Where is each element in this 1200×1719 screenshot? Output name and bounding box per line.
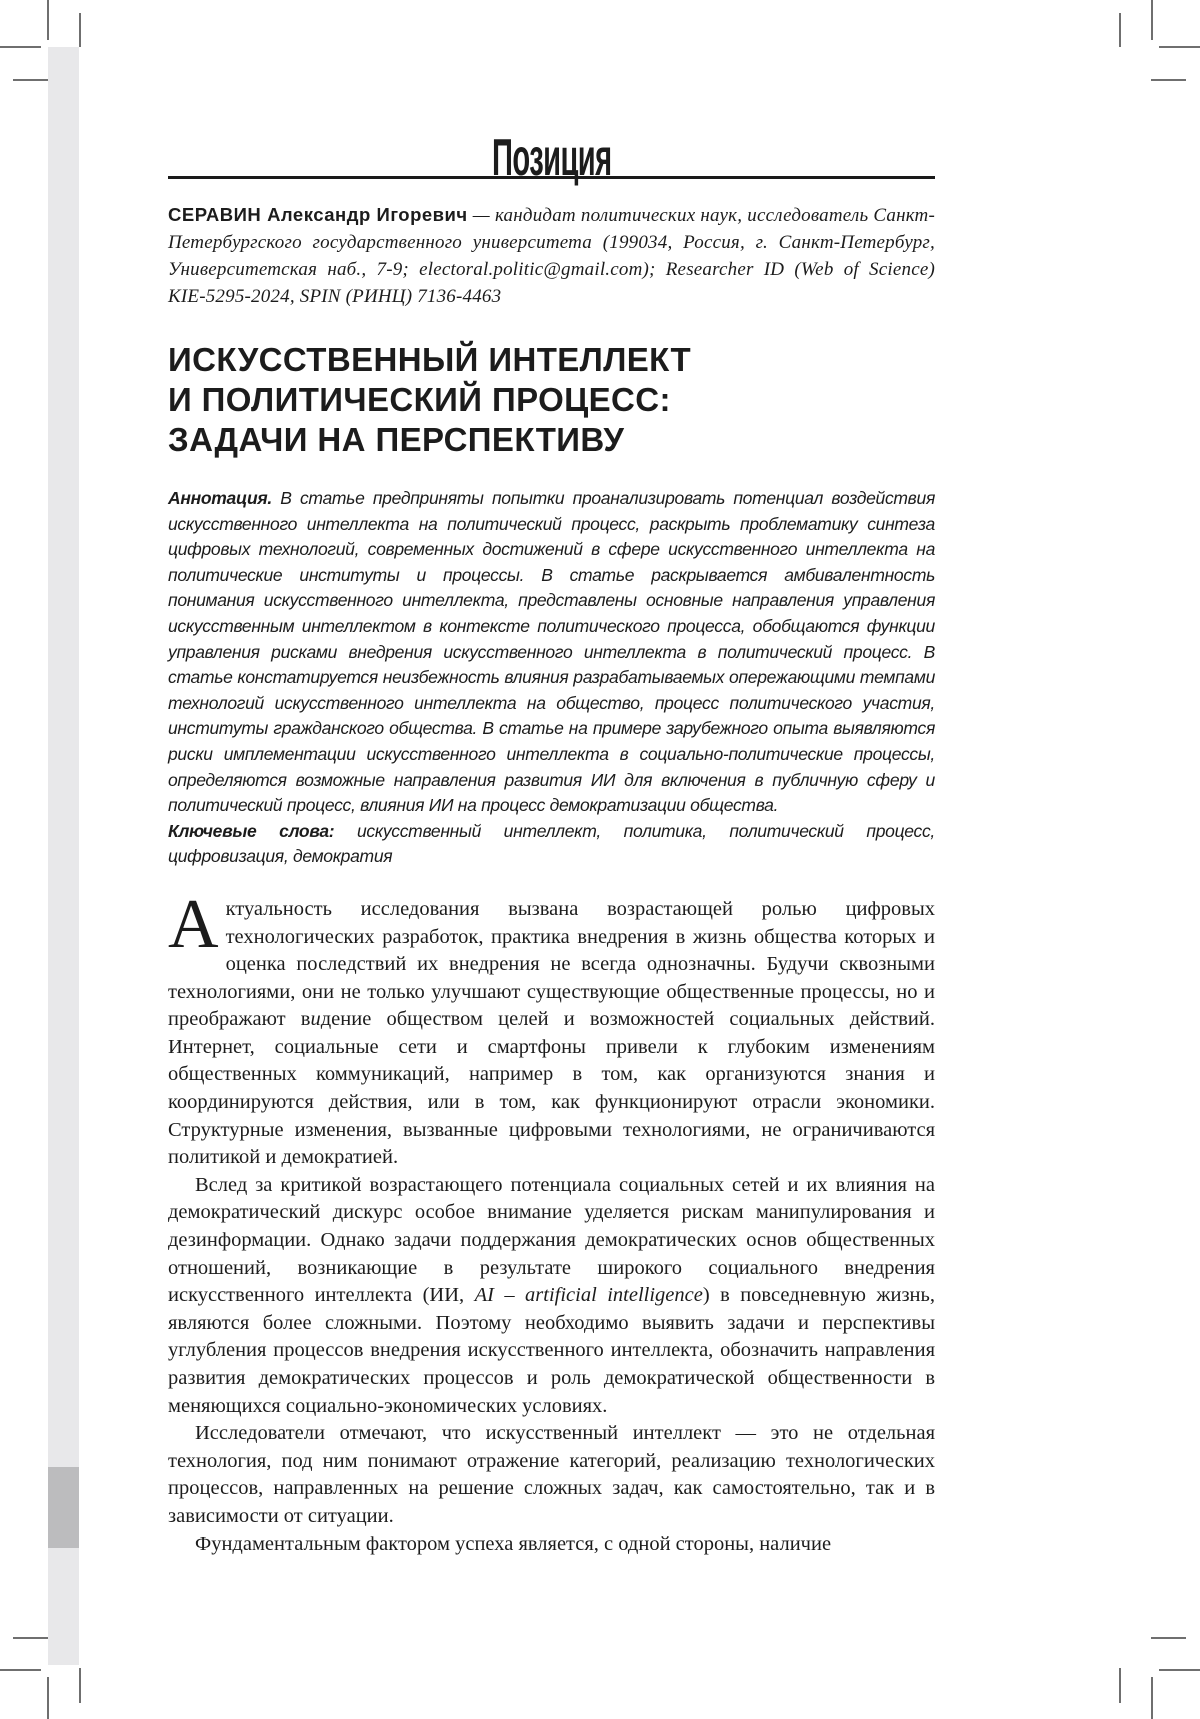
body-paragraph [168,1531,935,1559]
paragraph-text: Исследователи отмечают, что искусственный интеллект — это не отдельная технология, под ним понимают отражение категорий, реализацию технологических процессов, направленных на решение сложных задач, как самостоятельно, так и в зависимости от ситуации. [168,1422,935,1527]
crop-mark [79,13,81,47]
crop-mark [47,1677,49,1719]
paragraph-text: дение обществом целей и возможностей социальных действий. Интернет, социальные сети и смартфоны привели к глубоким изменениям общественных коммуникаций, например в том, как организуются знания и координируются действия, или в том, как функционируют отрасли экономики. Структурные изменения, вызванные цифровыми технологиями, не ограничиваются политикой и демократией. [168,1008,935,1169]
paragraph-text: ктуальность исследования вызвана возрастающей ролью цифровых технологических разработок, практика внедрения в жизнь общества которых и оценка последствий их внедрения не всегда однозначны. Будучи сквозными технологиями, они не только улучшают существующие общественные процессы, но и преображают в [168,897,935,1031]
crop-mark [1159,46,1200,48]
crop-mark [1151,79,1186,81]
crop-mark [13,1637,48,1639]
abstract-paragraph [168,486,935,819]
article-title-line: И ПОЛИТИЧЕСКИЙ ПРОЦЕСС: [168,381,671,418]
keywords-paragraph [168,819,935,870]
abstract-text: В статье предприняты попытки проанализировать потенциал воздействия искусственного интеллекта на политический процесс, раскрыть проблематику синтеза цифровых технологий, современных достижений в сфере искусственного интеллекта на политические институты и процессы. В статье раскрывается амбивалентность понимания искусственного интеллекта, представлены основные направления управления искусственным интеллектом в контексте политического процесса, обобщаются функции управления рисками внедрения искусственного интеллекта в политический процесс. В статье констатируется неизбежность влияния разрабатываемых опережающими темпами технологий искусственного интеллекта на общество, процесс политического участия, институты гражданского общества. В статье на примере зарубежного опыта выявляются риски имплементации искусственного интеллекта в социально-политические процессы, определяются возможные направления развития ИИ для включения в публичную сферу и политический процесс, влияния ИИ на процесс демократизации общества. [168,488,935,816]
body-text [168,885,935,1558]
crop-mark [1151,1637,1186,1639]
crop-mark [1151,0,1153,40]
crop-mark [0,46,41,48]
keywords-label: Ключевые слова: [168,820,335,841]
body-paragraph [168,1172,935,1420]
article-title [168,340,935,460]
crop-mark [0,1669,41,1671]
body-paragraph [168,1420,935,1530]
section-title: Позиция [491,129,612,187]
emphasized-text: AI – artificial intelligence [474,1284,703,1307]
crop-mark [79,1668,81,1703]
paragraph-text: ) в повседневную жизнь, являются более сложными. Поэтому необходимо выявить задачи и перспективы углубления процессов внедрения искусственного интеллекта, обозначить направления развития демократических процессов и роль демократической общественности в меняющихся социально-экономических условиях. [168,1284,935,1417]
author-name: СЕРАВИН Александр Игоревич [168,204,468,225]
crop-mark [47,0,49,40]
text-column [168,0,935,1558]
crop-mark [1119,13,1121,47]
section-header [168,98,935,187]
margin-bar [48,47,79,1665]
article-title-line: ИСКУССТВЕННЫЙ ИНТЕЛЛЕКТ [168,341,692,378]
crop-mark [13,79,48,81]
paragraph-text: Вслед за критикой возрастающего потенциала социальных сетей и их влияния на демократический дискурс особое внимание уделяется рискам манипулирования и дезинформации. Однако задачи поддержания демократических основ общественных отношений, возникающие в результате широкого социального внедрения искусственного интеллекта (ИИ, [168,1173,935,1307]
crop-mark [1119,1668,1121,1703]
dropcap: А [168,885,219,963]
body-paragraph [168,885,935,1172]
author-block [168,201,935,310]
abstract-block [168,486,935,870]
crop-mark [1151,1677,1153,1719]
crop-mark [1159,1669,1200,1671]
emphasized-text: и [310,1008,321,1031]
author-affiliation: — кандидат политических наук, исследователь Санкт-Петербургского государственного университета (199034, Россия, г. Санкт-Петербург, Университетская наб., 7-9; electoral.politic@gmail.com); Researcher ID (Web of Science) KIE-5295-2024, SPIN (РИНЦ) 7136-4463 [168,205,935,307]
paragraph-text: Фундаментальным фактором успеха является, с одной стороны, наличие [195,1532,832,1555]
article-title-line: ЗАДАЧИ НА ПЕРСПЕКТИВУ [168,421,625,458]
margin-bar-highlight [48,1467,79,1548]
abstract-label: Аннотация. [168,488,272,508]
keywords-text: искусственный интеллект, политика, политический процесс, цифровизация, демократия [168,820,935,867]
